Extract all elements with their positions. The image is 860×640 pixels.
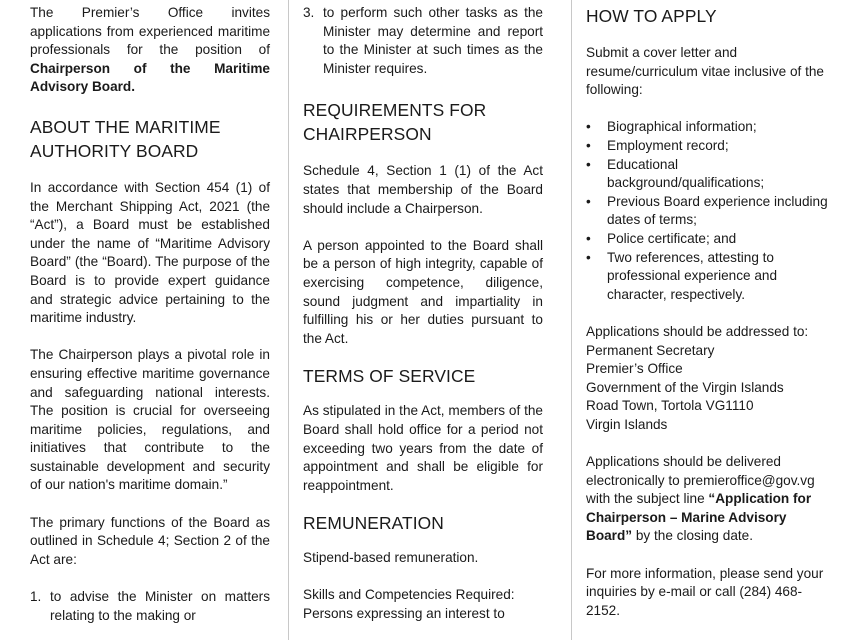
delivery-text: Applications should be delivered electronically to premieroffice@gov.vg with the subject line [586, 454, 815, 507]
functions-list-part-1 [30, 588, 270, 625]
bullet-item [586, 230, 832, 249]
function-item [303, 4, 543, 78]
bullet-item [586, 193, 832, 230]
column-middle [303, 4, 543, 624]
intro-position-title: Chairperson of the Maritime Advisory Board. [30, 60, 270, 95]
bullet-item [586, 249, 832, 305]
column-divider-1 [288, 0, 289, 640]
delivery-subject-line: “Application for Chairperson – Marine Advisory Board” [586, 491, 812, 544]
apply-paragraph: Submit a cover letter and resume/curriculum vitae inclusive of the following: [586, 45, 824, 98]
skills-paragraph: Skills and Competencies Required: Persons expressing an interest to [303, 587, 515, 622]
column-right [586, 4, 832, 620]
terms-heading: TERMS OF SERVICE [303, 366, 476, 387]
address-line: Premier’s Office [586, 361, 683, 377]
address-intro: Applications should be addressed to: [586, 323, 809, 339]
terms-paragraph: As stipulated in the Act, members of the Board shall hold office for a period not exceeding two years from the date of appointment and shall be eligible for reappointment. [303, 403, 543, 493]
bullet-text: Two references, attesting to professional experience and character, respectively. [607, 249, 778, 302]
mailing-address-block [586, 323, 832, 435]
contact-paragraph: For more information, please send your inquiries by e-mail or call (284) 468-2152. [586, 565, 824, 618]
function-number: 1. [30, 589, 42, 605]
intro-paragraph [30, 4, 270, 97]
bullet-icon: • [586, 230, 591, 246]
bullet-icon: • [586, 156, 591, 172]
remuneration-paragraph: Stipend-based remuneration. [303, 550, 479, 566]
bullet-item [586, 118, 832, 137]
about-paragraph-3: The primary functions of the Board as outlined in Schedule 4; Section 2 of the Act are: [30, 514, 270, 567]
bullet-icon: • [586, 249, 591, 265]
function-text: to perform such other tasks as the Minister may determine and report to the Minister at such times as the Minister requires. [323, 5, 543, 76]
requirements-bullet-list [586, 118, 832, 304]
remuneration-heading: REMUNERATION [303, 513, 444, 534]
requirements-heading: REQUIREMENTS FOR CHAIRPERSON [303, 100, 487, 145]
delivery-text-end: by the closing date. [632, 528, 753, 544]
function-text: to advise the Minister on matters relating to the making or [50, 589, 270, 623]
bullet-text: Employment record; [607, 137, 729, 153]
function-item [30, 588, 270, 625]
intro-text: The Premier’s Office invites applications from experienced maritime professionals for the position of [30, 5, 270, 58]
bullet-text: Police certificate; and [607, 230, 737, 246]
function-number: 3. [303, 5, 315, 20]
bullet-icon: • [586, 137, 591, 153]
bullet-text: Educational background/qualifications; [607, 156, 765, 191]
about-paragraph-2: The Chairperson plays a pivotal role in ensuring effective maritime governance and safeguarding national interests. The position is crucial for overseeing maritime policies, regulations, and initiatives that contribute to the sustainable development and security of our nation's maritime domain.” [30, 347, 270, 493]
bullet-icon: • [586, 193, 591, 209]
bullet-text: Biographical information; [607, 119, 757, 135]
requirements-paragraph-2: A person appointed to the Board shall be a person of high integrity, capable of exercising competence, diligence, sound judgment and impartiality in fulfilling his or her duties pursuant to the Act. [303, 237, 543, 346]
functions-list-part-2 [303, 4, 543, 78]
about-heading: ABOUT THE MARITIME AUTHORITY BOARD [30, 116, 221, 161]
bullet-icon: • [586, 119, 591, 135]
requirements-paragraph-1: Schedule 4, Section 1 (1) of the Act states that membership of the Board should include a Chairperson. [303, 163, 543, 216]
bullet-item [586, 156, 832, 193]
bullet-item [586, 137, 832, 156]
address-line: Permanent Secretary [586, 342, 715, 358]
address-line: Road Town, Tortola VG1110 [586, 398, 754, 414]
column-divider-2 [571, 0, 572, 640]
address-line: Virgin Islands [586, 416, 668, 432]
about-paragraph-1: In accordance with Section 454 (1) of the Merchant Shipping Act, 2021 (the “Act”), a Board must be established under the name of “Maritime Advisory Board” (the “Board). The purpose of the Board is to provide expert guidance and strategic advice pertaining to the maritime industry. [30, 179, 270, 326]
address-line: Government of the Virgin Islands [586, 379, 784, 395]
delivery-paragraph [586, 453, 832, 546]
column-left [30, 4, 270, 625]
apply-heading: HOW TO APPLY [586, 6, 717, 26]
bullet-text: Previous Board experience including dates of terms; [607, 193, 828, 228]
